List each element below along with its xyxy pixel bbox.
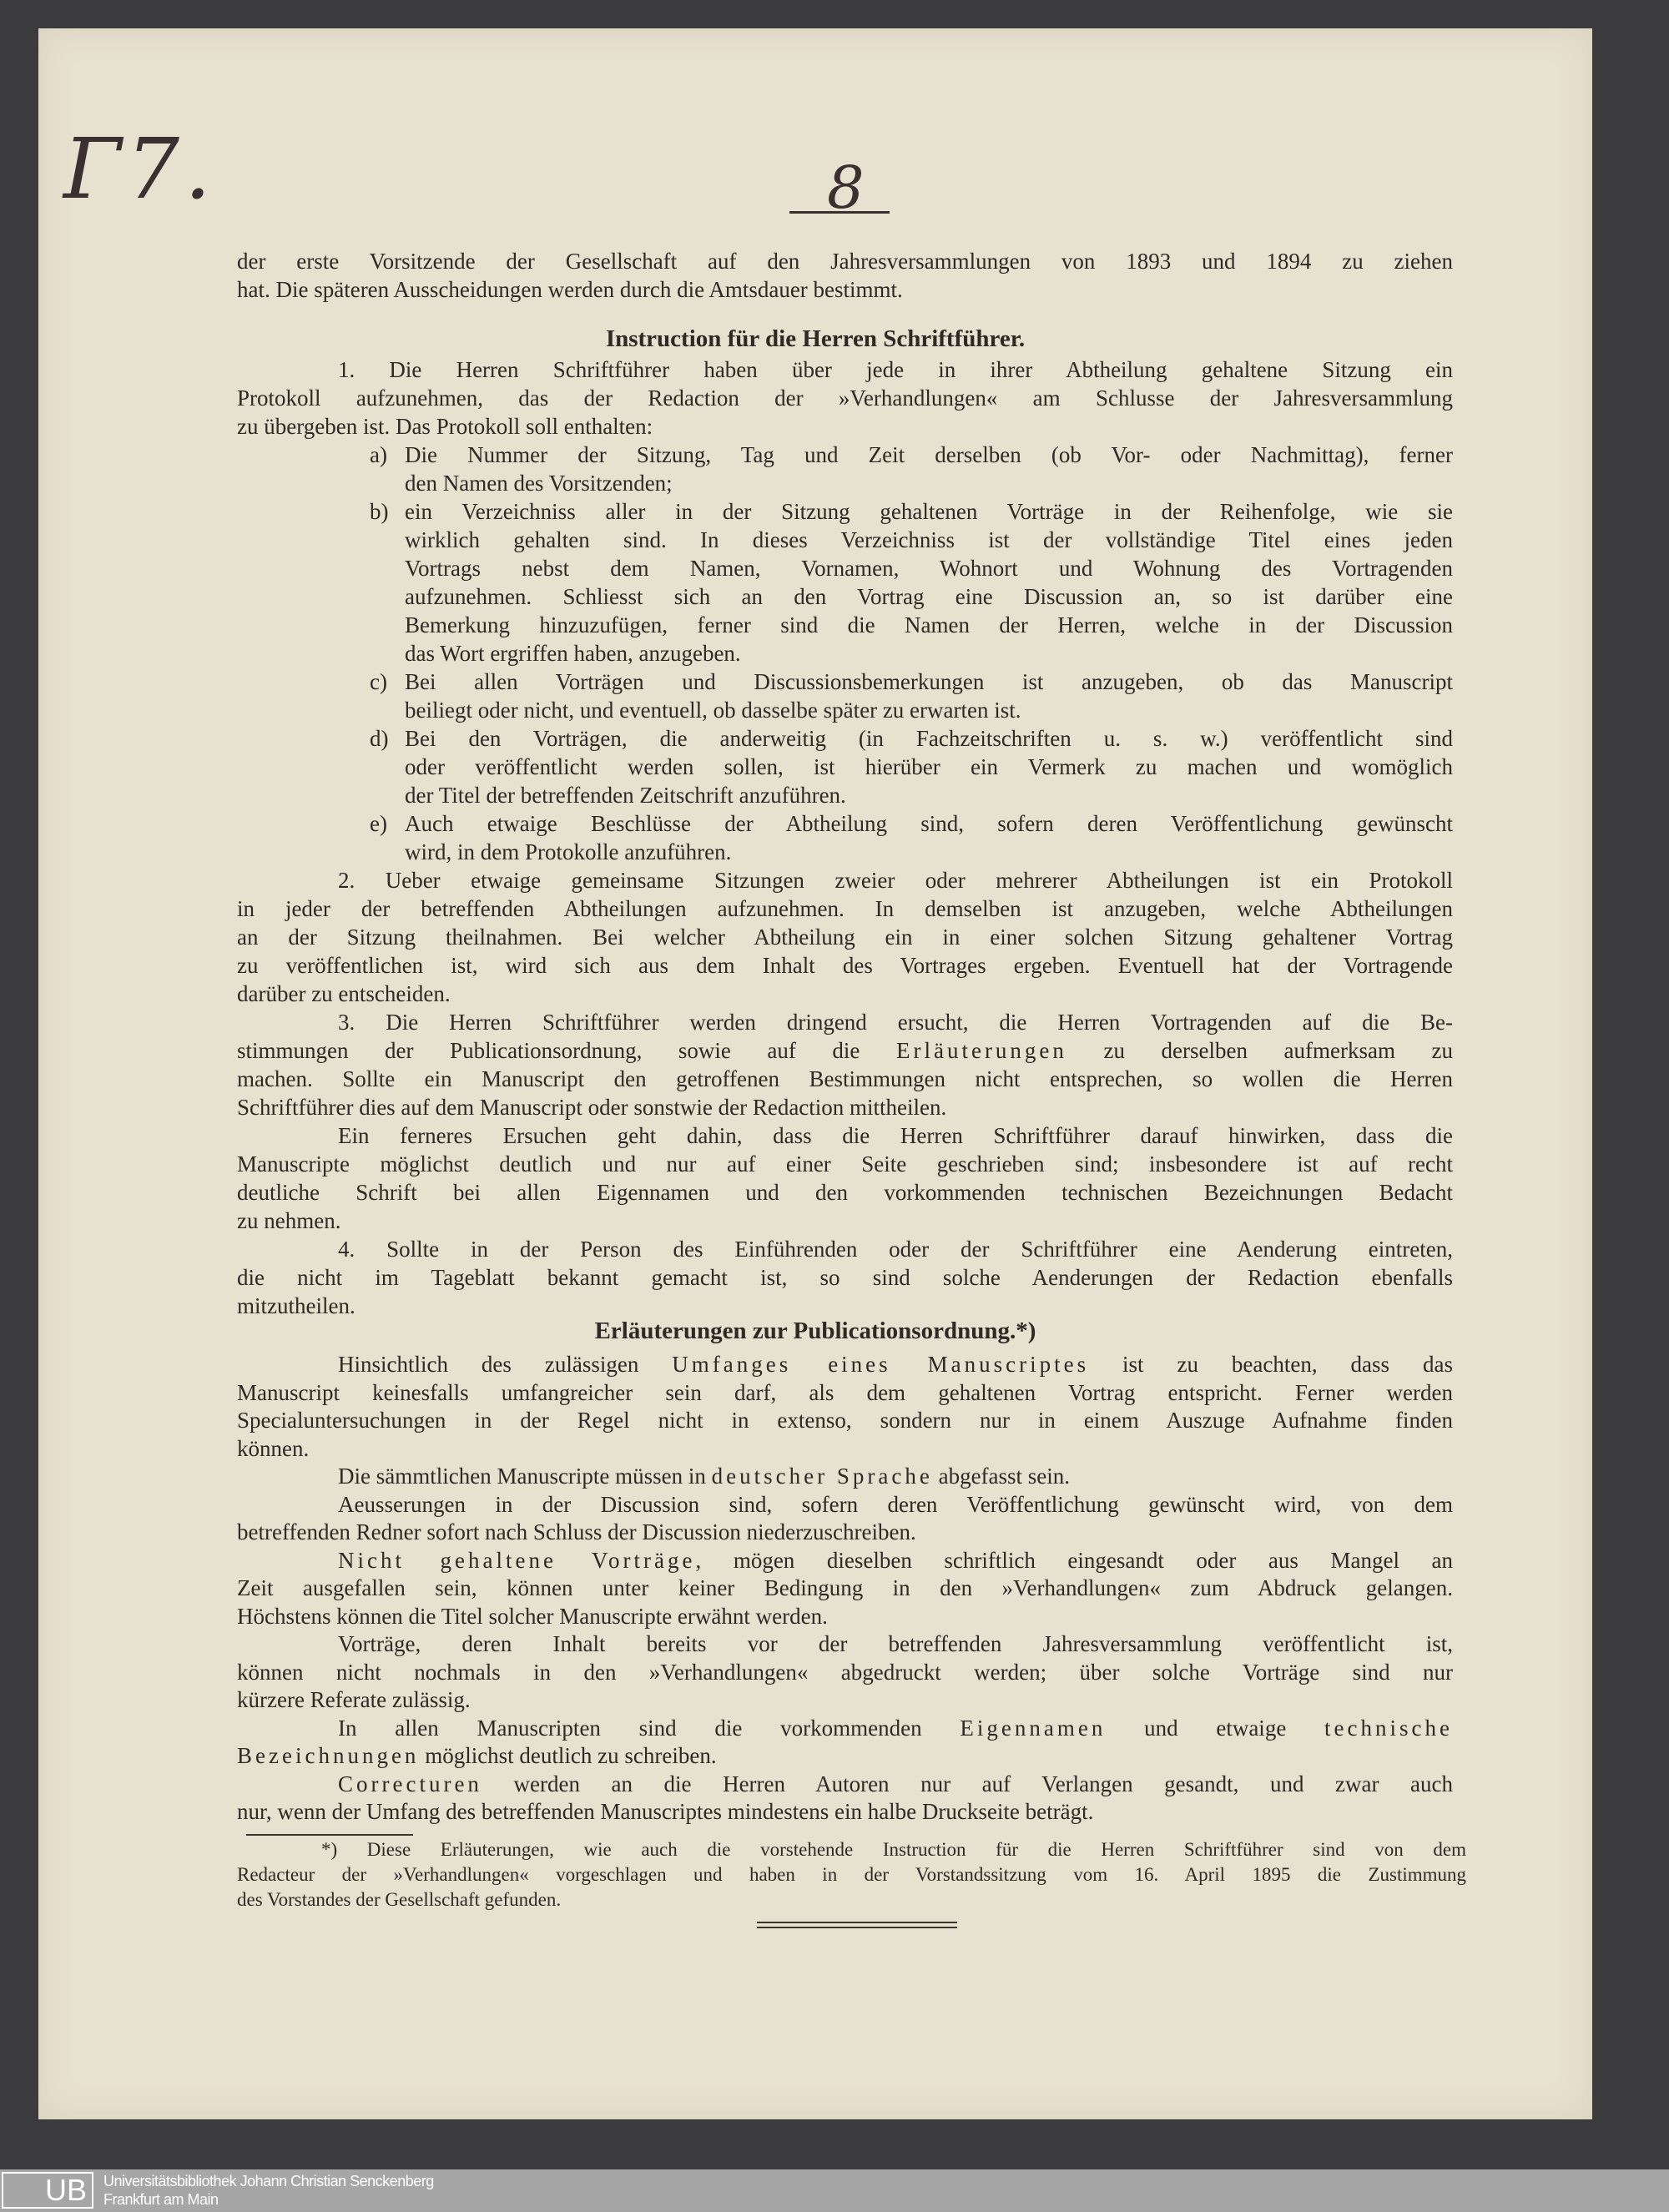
text-line: Aeusserungen in der Discussion sind, sofern deren Veröffentlichung gewünscht wird, von dem: [338, 1491, 1453, 1517]
spaced-emphasis: Nicht gehaltene Vorträge: [338, 1547, 696, 1573]
end-double-rule: [757, 1922, 957, 1928]
spaced-emphasis: Eigennamen: [960, 1715, 1107, 1741]
text-line: [338, 1714, 1453, 1742]
text-line: wirklich gehalten sind. In dieses Verzeichniss ist der vollständige Titel eines jeden: [405, 527, 1453, 552]
text-line: Manuscripte möglichst deutlich und nur auf einer Seite geschrieben sind; insbesondere ist auf recht: [237, 1151, 1453, 1177]
list-item-label: a): [370, 442, 387, 467]
text-line: Redacteur der »Verhandlungen« vorgeschlagen und haben in der Vorstandssitzung vom 16. April 1895 die Zustimmung: [237, 1864, 1466, 1885]
text-segment: möglichst deutlich zu schreiben.: [419, 1743, 717, 1768]
text-line: Protokoll aufzunehmen, das der Redaction der »Verhandlungen« am Schlusse der Jahresversammlung: [237, 385, 1453, 411]
text-line: machen. Sollte ein Manuscript den getroffenen Bestimmungen nicht entsprechen, so wollen die Herren: [237, 1066, 1453, 1091]
handwritten-mark: Γ7.: [63, 120, 216, 218]
spaced-emphasis: Erläuterungen: [895, 1038, 1067, 1063]
text-line: können.: [237, 1435, 310, 1461]
spaced-emphasis: technische: [1324, 1715, 1453, 1741]
spaced-emphasis: Umfanges eines Manuscriptes: [672, 1352, 1090, 1377]
text-line: mitzutheilen.: [237, 1293, 355, 1318]
ub-logo: UB: [2, 2172, 93, 2209]
text-line: betreffenden Redner sofort nach Schluss der Discussion niederzuschreiben.: [237, 1519, 916, 1544]
page-number: 8: [827, 154, 865, 222]
text-line: Specialuntersuchungen in der Regel nicht in extenso, sondern nur in einem Auszuge Aufnahme finden: [237, 1408, 1453, 1433]
text-segment: Hinsichtlich des zulässigen: [338, 1352, 673, 1377]
text-line: Schriftführer dies auf dem Manuscript oder sonstwie der Redaction mittheilen.: [237, 1095, 947, 1120]
text-line: Bei den Vorträgen, die anderweitig (in Fachzeitschriften u. s. w.) veröffentlicht sind: [405, 726, 1453, 751]
text-line: [237, 1741, 1453, 1770]
text-line: Vortrags nebst dem Namen, Vornamen, Wohnort und Wohnung des Vortragenden: [405, 556, 1453, 581]
text-line: zu übergeben ist. Das Protokoll soll enthalten:: [237, 414, 653, 439]
text-line: der erste Vorsitzende der Gesellschaft auf den Jahresversammlungen von 1893 und 1894 zu ziehen: [237, 249, 1453, 274]
text-line: [338, 1546, 1453, 1575]
text-line: Die Nummer der Sitzung, Tag und Zeit derselben (ob Vor- oder Nachmittag), ferner: [405, 442, 1453, 467]
text-segment: stimmungen der Publicationsordnung, sowie auf die: [237, 1038, 896, 1063]
library-name: Universitätsbibliothek Johann Christian Senckenberg: [103, 2173, 434, 2189]
text-line: 4. Sollte in der Person des Einführenden oder der Schriftführer eine Aenderung eintreten,: [338, 1237, 1453, 1262]
text-line: wird, in dem Protokolle anzuführen.: [405, 839, 732, 864]
heading-instruction: Instruction für die Herren Schriftführer.: [605, 325, 1026, 352]
text-line: Höchstens können die Titel solcher Manuscripte erwähnt werden.: [237, 1603, 828, 1629]
text-line: deutliche Schrift bei allen Eigennamen und den vorkommenden technischen Bezeichnungen Bedacht: [237, 1180, 1453, 1205]
footnote-divider: [246, 1834, 413, 1836]
text-line: an der Sitzung theilnahmen. Bei welcher Abtheilung ein in einer solchen Sitzung gehaltener Vortrag: [237, 925, 1453, 950]
text-segment: , mögen dieselben schriftlich eingesandt oder aus Mangel an: [695, 1547, 1453, 1573]
library-footer-bar: [0, 2169, 1669, 2212]
text-segment: abgefasst sein.: [932, 1464, 1071, 1489]
text-line: [338, 1770, 1453, 1798]
text-line: *) Diese Erläuterungen, wie auch die vorstehende Instruction für die Herren Schriftführer sind von dem: [321, 1839, 1466, 1860]
text-segment: Die sämmtlichen Manuscripte müssen in: [338, 1464, 712, 1489]
text-line: beiliegt oder nicht, und eventuell, ob dasselbe später zu erwarten ist.: [405, 698, 1021, 723]
text-line: können nicht nochmals in den »Verhandlungen« abgedruckt werden; über solche Vorträge sind nur: [237, 1659, 1453, 1685]
spaced-emphasis: deutscher Sprache: [711, 1464, 933, 1489]
text-line: [338, 1462, 1453, 1490]
text-segment: werden an die Herren Autoren nur auf Verlangen gesandt, und zwar auch: [482, 1771, 1453, 1796]
text-line: Ein ferneres Ersuchen geht dahin, dass die Herren Schriftführer darauf hinwirken, dass die: [338, 1123, 1453, 1148]
text-line: in jeder der betreffenden Abtheilungen aufzunehmen. In demselben ist anzugeben, welche Abtheilungen: [237, 896, 1453, 921]
text-line: ein Verzeichniss aller in der Sitzung gehaltenen Vorträge in der Reihenfolge, wie sie: [405, 499, 1453, 524]
text-line: des Vorstandes der Gesellschaft gefunden.: [237, 1889, 562, 1910]
list-item-label: d): [370, 726, 389, 751]
text-line: aufzunehmen. Schliesst sich an den Vortrag eine Discussion an, so ist darüber eine: [405, 584, 1453, 609]
text-line: kürzere Referate zulässig.: [237, 1687, 471, 1712]
text-line: zu veröffentlichen ist, wird sich aus dem Inhalt des Vortrages ergeben. Eventuell hat der Vortragende: [237, 953, 1453, 978]
text-line: Bemerkung hinzuzufügen, ferner sind die Namen der Herren, welche in der Discussion: [405, 612, 1453, 637]
text-segment: zu derselben aufmerksam zu: [1066, 1038, 1453, 1063]
text-line: oder veröffentlicht werden sollen, ist hierüber ein Vermerk zu machen und womöglich: [405, 754, 1453, 779]
text-line: [338, 1350, 1453, 1378]
library-city: Frankfurt am Main: [103, 2191, 219, 2208]
list-item-label: b): [370, 499, 389, 524]
text-line: darüber zu entscheiden.: [237, 981, 451, 1006]
text-line: das Wort ergriffen haben, anzugeben.: [405, 641, 741, 666]
text-line: 3. Die Herren Schriftführer werden dringend ersucht, die Herren Vortragenden auf die Be-: [338, 1010, 1453, 1035]
document-page: [38, 28, 1592, 2119]
text-line: der Titel der betreffenden Zeitschrift anzuführen.: [405, 783, 846, 808]
text-line: 2. Ueber etwaige gemeinsame Sitzungen zweier oder mehrerer Abtheilungen ist ein Protokoll: [338, 868, 1453, 893]
heading-erlaeuterungen: Erläuterungen zur Publicationsordnung.*): [594, 1318, 1036, 1344]
list-item-label: e): [370, 811, 387, 836]
text-line: nur, wenn der Umfang des betreffenden Manuscriptes mindestens ein halbe Druckseite beträgt.: [237, 1799, 1094, 1824]
text-line: die nicht im Tageblatt bekannt gemacht ist, so sind solche Aenderungen der Redaction ebenfalls: [237, 1265, 1453, 1290]
text-segment: In allen Manuscripten sind die vorkommenden: [338, 1715, 961, 1741]
text-line: [237, 1036, 1453, 1065]
text-line: Manuscript keinesfalls umfangreicher sein darf, als dem gehaltenen Vortrag entspricht. Ferner werden: [237, 1379, 1453, 1405]
document-text: [38, 28, 1592, 2119]
text-line: den Namen des Vorsitzenden;: [405, 471, 673, 496]
list-item-label: c): [370, 669, 387, 694]
text-line: Bei allen Vorträgen und Discussionsbemerkungen ist anzugeben, ob das Manuscript: [405, 669, 1453, 694]
text-line: hat. Die späteren Ausscheidungen werden durch die Amtsdauer bestimmt.: [237, 277, 903, 302]
text-segment: und etwaige: [1106, 1715, 1325, 1741]
spaced-emphasis: Bezeichnungen: [237, 1743, 420, 1768]
text-line: Vorträge, deren Inhalt bereits vor der betreffenden Jahresversammlung veröffentlicht ist,: [338, 1631, 1453, 1656]
text-line: Auch etwaige Beschlüsse der Abtheilung sind, sofern deren Veröffentlichung gewünscht: [405, 811, 1453, 836]
text-line: zu nehmen.: [237, 1208, 341, 1233]
spaced-emphasis: Correcturen: [338, 1771, 482, 1796]
text-segment: ist zu beachten, dass das: [1089, 1352, 1453, 1377]
text-line: 1. Die Herren Schriftführer haben über jede in ihrer Abtheilung gehaltene Sitzung ein: [338, 357, 1453, 382]
text-line: Zeit ausgefallen sein, können unter keiner Bedingung in den »Verhandlungen« zum Abdruck gelangen.: [237, 1575, 1453, 1600]
